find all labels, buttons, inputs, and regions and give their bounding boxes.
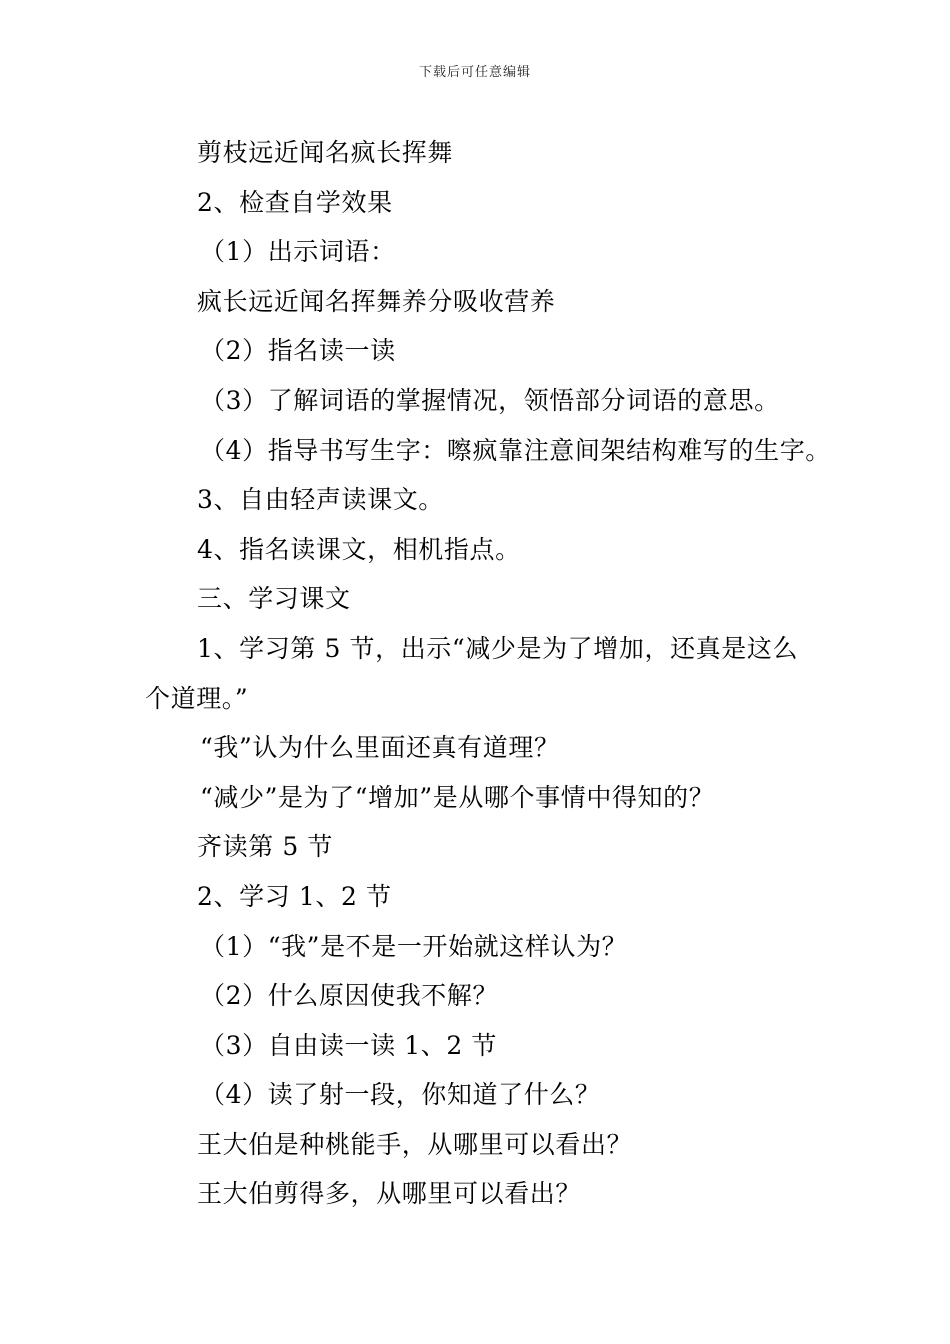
document-body: [145, 128, 831, 1219]
step-heading: 2、学习 1、2 节: [197, 881, 392, 911]
step-heading-continuation: 个道理。”: [145, 683, 249, 713]
page-header: 下载后可任意编辑: [418, 65, 531, 80]
sub-step: （1）“我”是不是一开始就这样认为？: [200, 931, 628, 961]
sub-step: （3）了解词语的掌握情况，领悟部分词语的意思。: [200, 385, 780, 415]
step-heading: 3、自由轻声读课文。: [197, 485, 444, 515]
step-heading: 1、学习第 5 节，出示“减少是为了增加，还真是这么: [197, 633, 799, 663]
question-line: “减少”是为了“增加”是从哪个事情中得知的？: [200, 782, 715, 812]
question-line: 王大伯剪得多，从哪里可以看出？: [197, 1179, 582, 1209]
instruction-line: 齐读第 5 节: [197, 832, 333, 862]
step-heading: 2、检查自学效果: [197, 187, 393, 217]
section-heading: 三、学习课文: [197, 584, 351, 614]
sub-step: （3）自由读一读 1、2 节: [200, 1030, 498, 1060]
question-line: 王大伯是种桃能手，从哪里可以看出？: [197, 1129, 633, 1159]
question-line: “我”认为什么里面还真有道理？: [200, 733, 560, 763]
sub-step: （4）读了射一段，你知道了什么？: [200, 1080, 601, 1110]
sub-step: （4）指导书写生字：嚓疯靠注意间架结构难写的生字。: [200, 435, 831, 465]
sub-step: （1）出示词语：: [200, 237, 396, 267]
vocab-line: 剪枝远近闻名疯长挥舞: [197, 138, 454, 167]
sub-step: （2）什么原因使我不解？: [200, 981, 499, 1011]
step-heading: 4、指名读课文，相机指点。: [197, 534, 521, 564]
vocab-line: 疯长远近闻名挥舞养分吸收营养: [197, 286, 556, 316]
sub-step: （2）指名读一读: [200, 336, 396, 366]
